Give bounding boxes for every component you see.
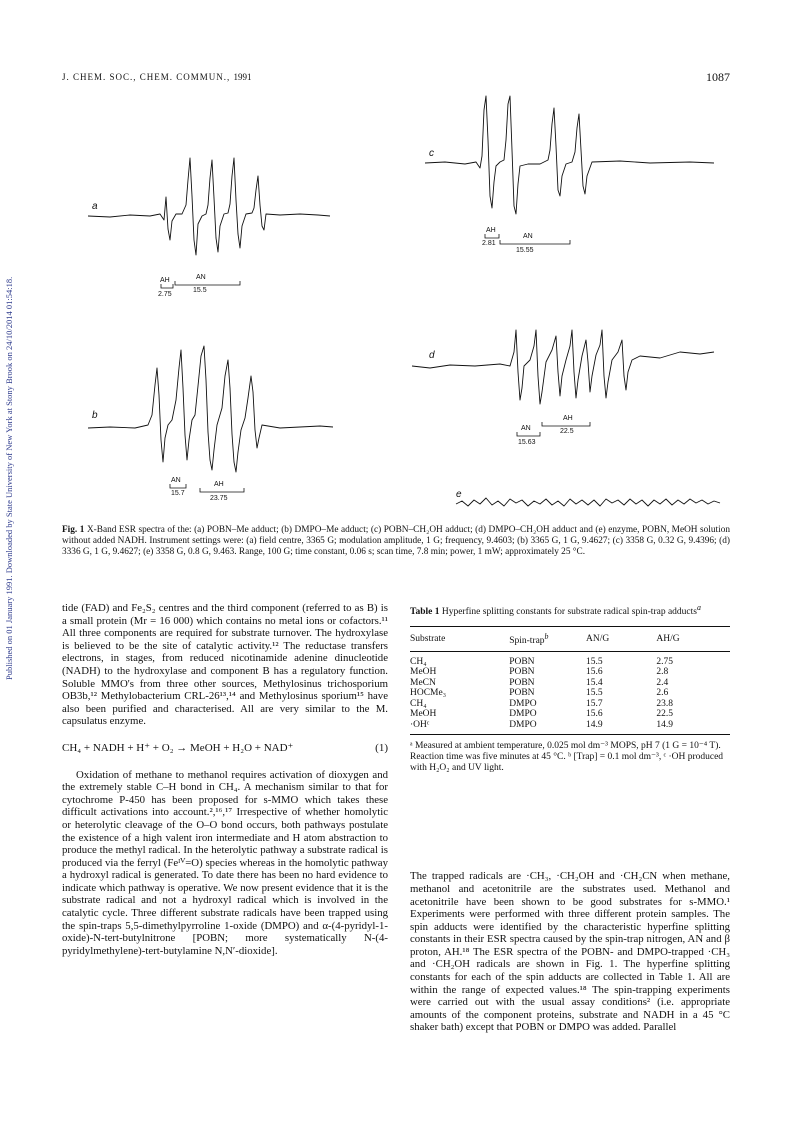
table-cell: POBN <box>509 688 535 699</box>
splitting-bar-a-an <box>175 281 240 285</box>
table-cell: 15.4 <box>585 677 603 688</box>
table-caption-text: Hyperfine splitting constants for substrate radical spin-trap adducts <box>441 607 697 618</box>
table-header-spintrap: Spin-trap$^b$ <box>509 627 586 652</box>
esr-spectra-figure <box>0 0 792 520</box>
table-label: Table 1 <box>410 607 440 618</box>
paragraph-trapped-radicals: The trapped radicals are ·CH₃, ·CH₂OH and ·CH₂CN when methane, methanol and acetonitrile are the substrates used. Methanol and acetonitrile have been shown to be good substrates for s-MMO.¹ Experiments were performed with three different protein samples. The spin adducts were identified by the characteristic hyperfine splitting constants in their ESR spectra caused by the spin-trap nitrogen, AN and β proton, AH.¹⁸ The ESR spectra of the POBN- and DMPO-trapped ·CH₃ and ·CH₂OH radicals are shown in Fig. 1. The hyperfine splitting constants for each of the spin adducts are collected in Table 1. All are within the range of expected values.¹⁸ The spin-trapping experiments were carried out with the usual assay conditions² (i.e. appropriate amounts of the component proteins, substrate and NADH in a 45 °C shaker bath) except that POBN or DMPO was added. Parallel <box>410 870 730 1034</box>
splitting-symbol-b-ah: AH <box>214 481 224 488</box>
table-cell: ·OHᶜ <box>410 720 509 735</box>
table-cell: POBN <box>509 667 535 678</box>
splitting-value-c-an: 15.55 <box>516 247 534 254</box>
table-cell: 2.4 <box>656 677 669 688</box>
panel-label-c: c <box>429 148 434 159</box>
splitting-symbol-a-ah: AH <box>160 277 170 284</box>
table-cell: 15.6 <box>585 709 603 720</box>
splitting-bar-c-an <box>500 240 570 244</box>
table-row <box>410 699 730 710</box>
table-cell: POBN <box>509 656 535 667</box>
panel-label-b: b <box>92 410 98 421</box>
table-cell: DMPO <box>509 709 537 720</box>
figure-caption-text: X-Band ESR spectra of the: (a) POBN–Me adduct; (b) DMPO–Me adduct; (c) POBN–CH₂OH adduct; (d) DMPO–CH₂OH adduct and (e) enzyme, POBN, MeOH solution without added NADH. Instrument settings were: (a) field centre, 3365 G; modulation amplitude, 1 G; frequency, 9.4603; (b) 3365 G, 1 G, 9.4627; (c) 3358 G, 0.32 G, 9.4396; (d) 3336 G, 1 G, 9.4627; (e) 3358 G, 0.8 G, 9.463. Range, 100 G; time constant, 0.06 s; scan time, 7.8 min; power, 1 mW; approximately 25 °C. <box>62 525 730 557</box>
table-cell: DMPO <box>509 720 586 735</box>
table-cell: 2.6 <box>656 688 669 699</box>
table-cell: DMPO <box>509 698 537 709</box>
splitting-symbol-d-an: AN <box>521 425 531 432</box>
figure-caption <box>62 525 730 558</box>
splitting-value-b-ah: 23.75 <box>210 495 228 502</box>
splitting-value-a-an: 15.5 <box>193 287 207 294</box>
splitting-symbol-c-ah: AH <box>486 227 496 234</box>
journal-year: 1991 <box>233 72 252 82</box>
download-notice: Published on 01 January 1991. Downloaded by State University of New York at Stony Brook on 24/10/2014 01:54:18. <box>4 276 14 680</box>
table-cell: 15.5 <box>585 656 603 667</box>
spectrum-b <box>88 346 333 472</box>
table-row <box>410 709 730 720</box>
table-caption <box>410 602 730 618</box>
table-row <box>410 678 730 689</box>
table-cell: 2.75 <box>656 656 673 667</box>
table-cell: CH₄ <box>410 698 427 709</box>
right-column <box>410 602 730 1034</box>
table-header-an: AN/G <box>586 627 656 652</box>
splitting-value-d-an: 15.63 <box>518 439 536 446</box>
splitting-bar-b-ah <box>200 488 244 492</box>
spectrum-e <box>456 498 720 506</box>
splitting-bar-b-an <box>170 484 186 488</box>
splitting-symbol-d-ah: AH <box>563 415 573 422</box>
paragraph-mechanism: Oxidation of methane to methanol requires activation of dioxygen and the extremely stable C–H bond in CH₄. A mechanism similar to that for cytochrome P-450 has been proposed for s-MMO which takes these difficult activations into account.²,¹⁶,¹⁷ Irrespective of whether homolytic or heterolytic cleavage of the O–O bond occurs, both pathways postulate the existence of a high valent iron intermediate and H atom abstraction to produce the methyl radical. In the heterolytic pathway a substrate radical is produced via the ferryl (Feᴵⱽ=O) species whereas in the homolytic pathway a hydroxyl radical is generated. To date there has been no hard evidence to indicate which pathway is operative. We now present evidence that it is the substrate radical and not a hydroxyl radical which is involved in the catalytic cycle. Three different substrate radicals have been trapped using the spin-traps 5,5-dimethylpyrroline 1-oxide (DMPO) and α-(4-pyridyl-1-oxide)-N-tert-butylnitrone [POBN; more systematically N-(4-pyridylmethylene)-tert-butylamine N,N′-dioxide]. <box>62 768 388 957</box>
spectrum-c <box>425 96 714 214</box>
table-cell: 15.7 <box>585 698 603 709</box>
table-row <box>410 688 730 699</box>
spectrum-a <box>88 158 330 255</box>
equation-number: (1) <box>375 741 388 754</box>
table-cell: 14.9 <box>656 720 730 735</box>
left-column <box>62 602 388 957</box>
table-row <box>410 651 730 667</box>
splitting-value-c-ah: 2.81 <box>482 240 496 247</box>
table-cell: 2.8 <box>656 667 669 678</box>
journal-name: J. CHEM. SOC., CHEM. COMMUN., <box>62 72 231 82</box>
panel-label-a: a <box>92 201 98 212</box>
table-cell: MeOH <box>410 709 437 720</box>
panel-label-d: d <box>429 350 435 361</box>
table-cell: POBN <box>509 677 535 688</box>
table-header-ah: AH/G <box>656 627 730 652</box>
table-cell: 15.5 <box>585 688 603 699</box>
paragraph-intro: tide (FAD) and Fe₂S₂ centres and the third component (referred to as B) is a small protein (Mr = 16 000) which contains no metal ions or cofactors.¹¹ All three components are required for substrate turnover. The hydroxylase is believed to be the site of catalytic activity.¹² The reductase transfers electrons, in stages, from reduced nicotinamide adenine dinucleotide (NADH) to the hydroxylase and component B has a regulatory function. Soluble MMO's from three other sources, Methylosinus trichosporium OB3b,¹² Methylobacterium CRL-26¹³,¹⁴ and Methylosinus sporium¹⁵ have also been purified and characterised. All are very similar to the M. capsulatus enzyme. <box>62 602 388 728</box>
splitting-bar-d-ah <box>542 422 590 426</box>
splitting-value-a-ah: 2.75 <box>158 291 172 298</box>
splitting-symbol-b-an: AN <box>171 477 181 484</box>
table-caption-mark: a <box>696 603 701 612</box>
table-cell: 15.6 <box>585 667 603 678</box>
table-cell: CH₄ <box>410 656 427 667</box>
splitting-bar-a-ah <box>161 284 173 288</box>
table-row <box>410 667 730 678</box>
table-cell: MeCN <box>410 677 436 688</box>
hyperfine-table <box>410 626 730 735</box>
splitting-symbol-c-an: AN <box>523 233 533 240</box>
table-cell: MeOH <box>410 667 437 678</box>
table-cell: 22.5 <box>656 709 673 720</box>
table-cell: 14.9 <box>586 720 656 735</box>
splitting-value-d-ah: 22.5 <box>560 428 574 435</box>
splitting-bar-c-ah <box>485 234 499 238</box>
figure-caption-label: Fig. 1 <box>62 525 85 535</box>
table-cell: HOCMe₃ <box>410 688 447 699</box>
table-row <box>410 720 730 735</box>
table-cell: 23.8 <box>656 698 673 709</box>
splitting-value-b-an: 15.7 <box>171 490 185 497</box>
equation-text: CH₄ + NADH + H⁺ + O₂ → MeOH + H₂O + NAD⁺ <box>62 741 294 754</box>
equation-1 <box>62 742 388 755</box>
table-header-substrate: Substrate <box>410 627 509 652</box>
panel-label-e: e <box>456 489 462 500</box>
splitting-symbol-a-an: AN <box>196 274 206 281</box>
table-footnote: ᵃ Measured at ambient temperature, 0.025 mol dm⁻³ MOPS, pH 7 (1 G = 10⁻⁴ T). Reaction time was five minutes at 45 °C. ᵇ [Trap] = 0.1 mol dm⁻³, ᶜ ·OH produced with H₂O₂ and UV light. <box>410 741 724 774</box>
page-number: 1087 <box>706 70 730 84</box>
right-body <box>410 870 730 1034</box>
spectrum-d <box>412 330 714 404</box>
splitting-bar-d-an <box>517 432 540 436</box>
